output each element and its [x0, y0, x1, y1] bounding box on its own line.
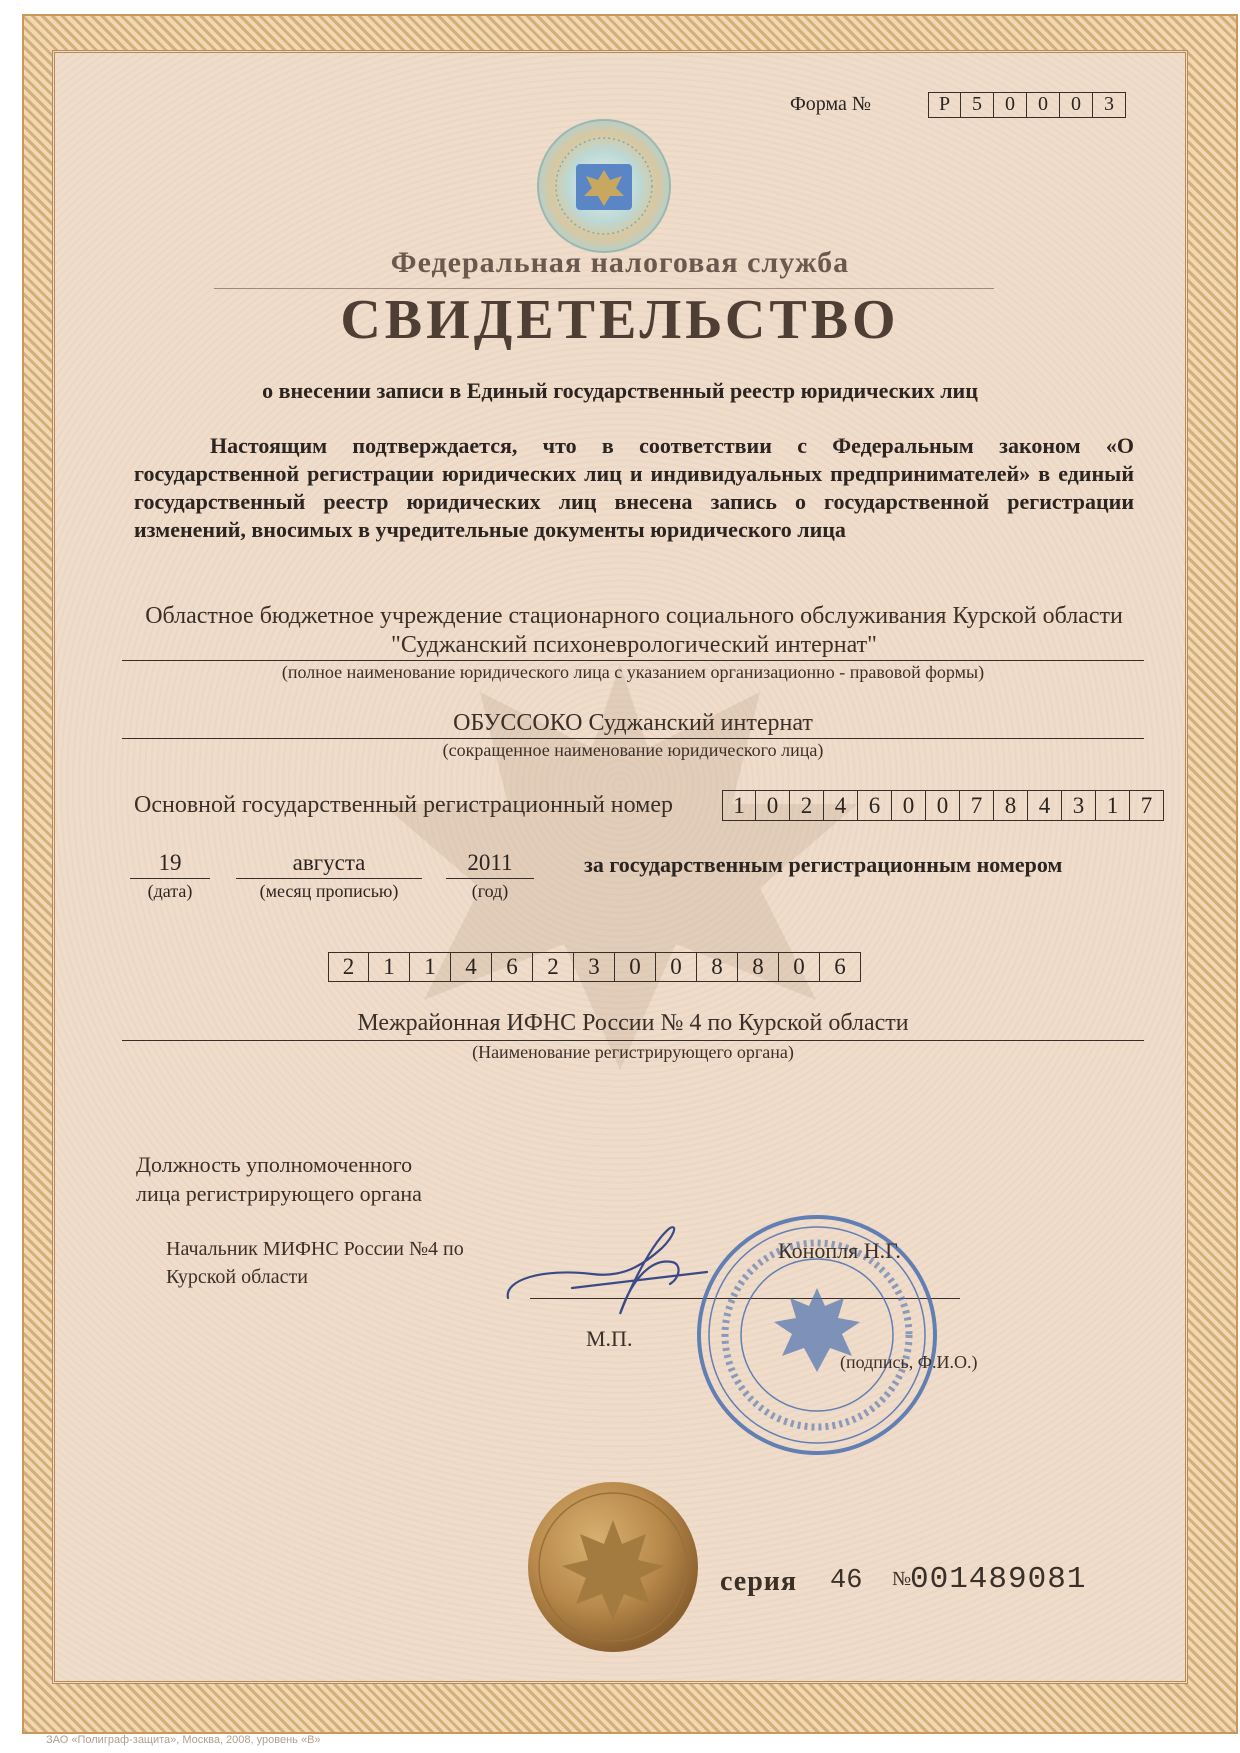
grn-digit: 0 — [615, 952, 656, 982]
date-year-field — [446, 848, 534, 902]
date-day: 19 — [130, 848, 210, 879]
ogrn-digit: 6 — [858, 790, 892, 821]
signer-name: Конопля Н.Г. — [778, 1238, 901, 1263]
field-underline — [122, 1040, 1144, 1041]
position-value-line: Курской области — [166, 1266, 308, 1288]
ogrn-digit: 1 — [1096, 790, 1130, 821]
ogrn-digit: 4 — [1028, 790, 1062, 821]
form-number-cell: 3 — [1093, 92, 1126, 118]
grn-digit: 0 — [779, 952, 820, 982]
grn-digit: 8 — [697, 952, 738, 982]
grn-digit: 3 — [574, 952, 615, 982]
form-number-cell: 0 — [1027, 92, 1060, 118]
ogrn-digit: 1 — [722, 790, 756, 821]
entity-short-name: ОБУССОКО Суджанский интернат — [453, 710, 813, 736]
grn-digit: 8 — [738, 952, 779, 982]
ogrn-digit: 0 — [756, 790, 790, 821]
grn-digit: 2 — [533, 952, 574, 982]
agency-name: Федеральная налоговая служба — [390, 246, 850, 279]
grn-digit: 4 — [451, 952, 492, 982]
grn-digit: 1 — [369, 952, 410, 982]
ogrn-digit: 8 — [994, 790, 1028, 821]
ogrn-digit: 0 — [926, 790, 960, 821]
ogrn-cells — [722, 790, 1164, 821]
certificate-subtitle: о внесении записи в Единый государственный реестр юридических лиц — [262, 378, 978, 403]
form-number-cells — [928, 92, 1126, 118]
position-label — [136, 1150, 422, 1208]
ogrn-label: Основной государственный регистрационный номер — [134, 792, 674, 818]
confirmation-text: Настоящим подтверждается, что в соответствии с Федеральным законом «О государственной регистрации юридических лиц и индивидуальных предпринимателей» в единый государственный реестр юридических лиц внесена запись о государственной регистрации изменений, вносимых в учредительные документы юридического лица — [134, 433, 1134, 542]
field-underline — [122, 738, 1144, 739]
registering-authority-caption: (Наименование регистрирующего органа) — [472, 1042, 794, 1062]
position-value-line: Начальник МИФНС России №4 по — [166, 1238, 464, 1260]
ogrn-digit: 4 — [824, 790, 858, 821]
position-label-line: Должность уполномоченного — [136, 1152, 413, 1177]
form-number-label: Форма № — [790, 93, 871, 115]
position-label-line: лица регистрирующего органа — [136, 1181, 422, 1206]
registration-number-label: за государственным регистрационным номером — [584, 852, 1063, 877]
number-prefix: № — [892, 1568, 912, 1590]
date-year-caption: (год) — [471, 881, 509, 901]
series-label: серия — [720, 1566, 798, 1597]
entity-full-name-caption: (полное наименование юридического лица с указанием организационно - правовой формы) — [281, 662, 985, 682]
handwritten-signature-icon — [502, 1218, 712, 1330]
date-month-caption: (месяц прописью) — [259, 881, 399, 901]
ogrn-digit: 3 — [1062, 790, 1096, 821]
date-month-field — [236, 848, 422, 902]
registering-authority: Межрайонная ИФНС России № 4 по Курской области — [357, 1010, 909, 1036]
field-underline — [122, 660, 1144, 661]
date-day-field — [130, 848, 210, 902]
signature-caption: (подпись, Ф.И.О.) — [840, 1352, 978, 1372]
series-value: 46 — [830, 1566, 863, 1596]
serial-number: 001489081 — [910, 1562, 1087, 1597]
entity-short-name-caption: (сокращенное наименование юридического лица) — [442, 740, 824, 760]
certificate-title: СВИДЕТЕЛЬСТВО — [340, 289, 900, 351]
position-value — [166, 1235, 464, 1291]
grn-digit: 2 — [328, 952, 369, 982]
grn-digit: 0 — [656, 952, 697, 982]
grn-digit: 6 — [492, 952, 533, 982]
grn-digit: 1 — [410, 952, 451, 982]
form-number-cell: 0 — [1060, 92, 1093, 118]
entity-full-name: Областное бюджетное учреждение стационарного социального обслуживания Курской области "Суджанский психоневрологический интернат" — [145, 603, 1123, 658]
hologram-emblem-icon — [536, 118, 672, 254]
ogrn-digit: 2 — [790, 790, 824, 821]
date-month: августа — [236, 848, 422, 879]
form-number-cell: Р — [928, 92, 961, 118]
gold-seal-icon — [526, 1480, 700, 1654]
ogrn-digit: 7 — [960, 790, 994, 821]
confirmation-paragraph — [134, 432, 1134, 544]
ogrn-digit: 7 — [1130, 790, 1164, 821]
grn-digit: 6 — [820, 952, 861, 982]
ogrn-digit: 0 — [892, 790, 926, 821]
date-day-caption: (дата) — [147, 881, 193, 901]
date-year: 2011 — [446, 848, 534, 879]
grn-cells — [328, 952, 861, 982]
printer-imprint: ЗАО «Полиграф-защита», Москва, 2008, уровень «В» — [46, 1734, 321, 1746]
seal-place-label: М.П. — [586, 1326, 633, 1351]
form-number-cell: 5 — [961, 92, 994, 118]
form-number-cell: 0 — [994, 92, 1027, 118]
